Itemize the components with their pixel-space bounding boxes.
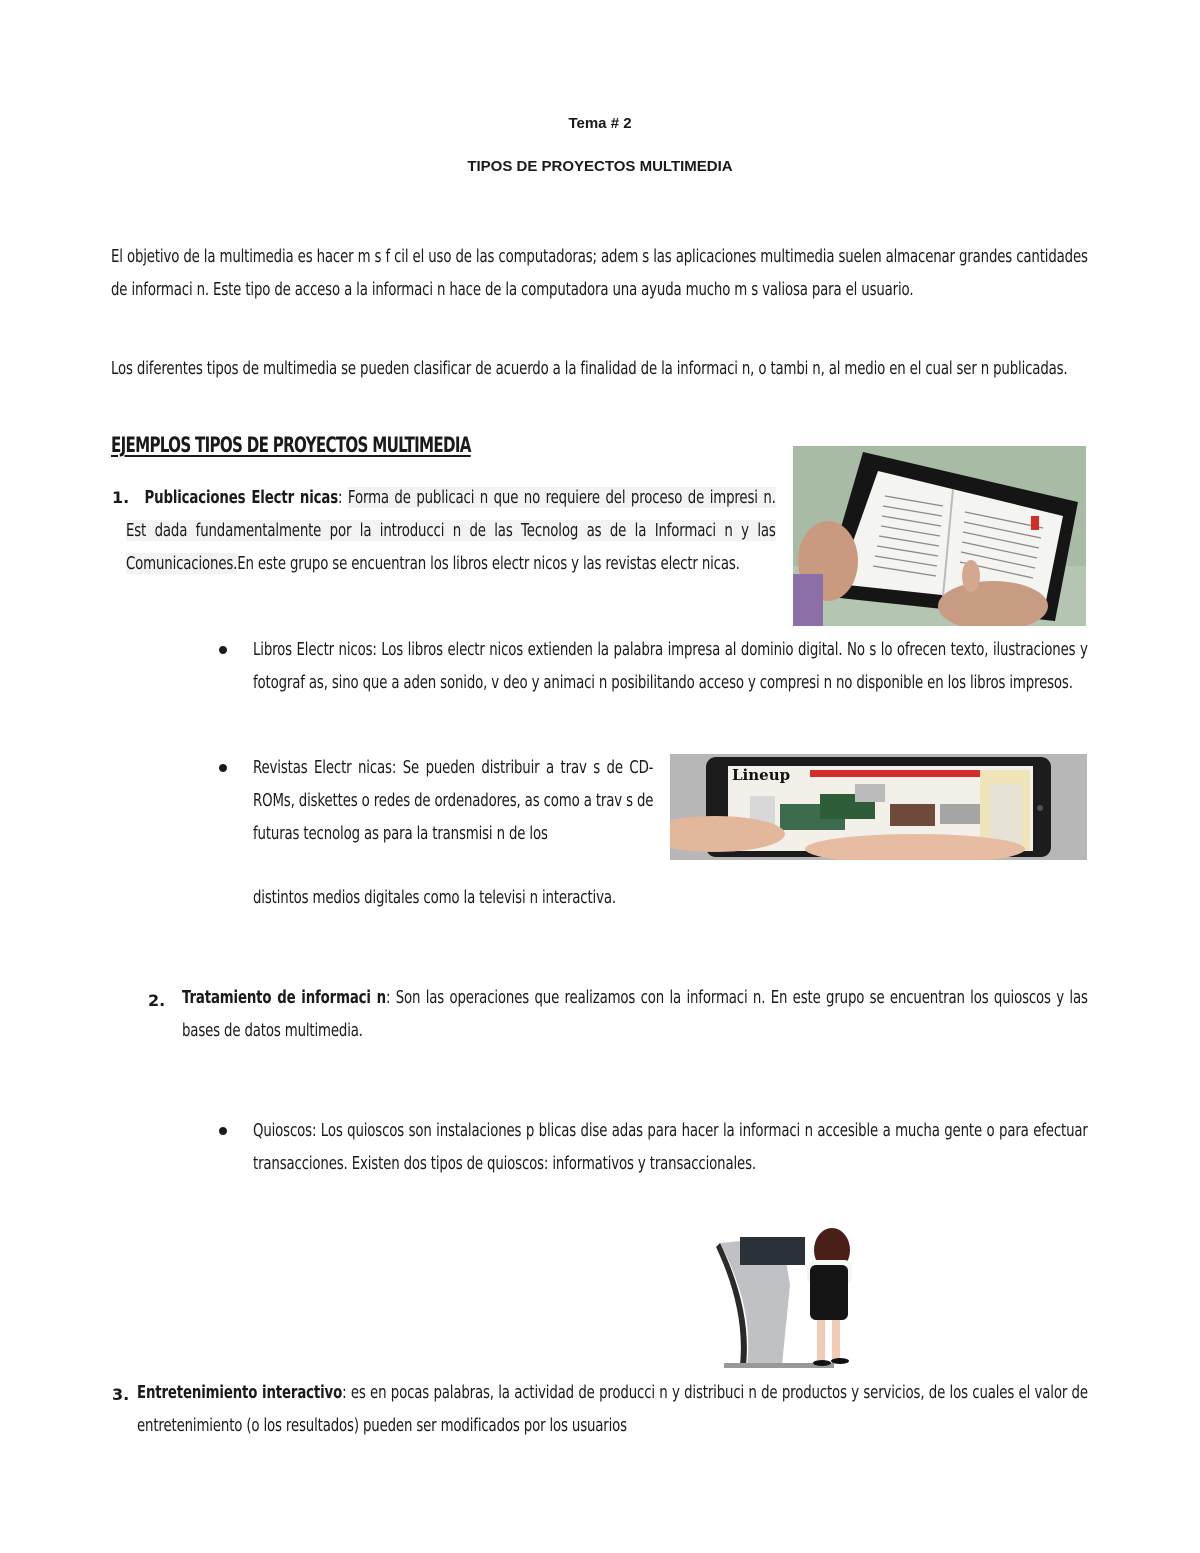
item-title: Tratamiento de informaci n bbox=[182, 987, 386, 1008]
list-item-revistas: Revistas Electr nicas: Se pueden distribuir a trav s de CD-ROMs, diskettes o redes de ordenadores, as como a trav s de futuras tecnolog as para la transmisi n de los bbox=[253, 757, 654, 844]
svg-text:Lineup: Lineup bbox=[732, 766, 791, 784]
page-title: TIPOS DE PROYECTOS MULTIMEDIA bbox=[467, 158, 733, 175]
item-title: Entretenimiento interactivo bbox=[137, 1382, 343, 1403]
list-item-revistas-tail: distintos medios digitales como la televisi n interactiva. bbox=[253, 887, 616, 908]
bullet-icon bbox=[219, 646, 227, 654]
intro-paragraph-2: Los diferentes tipos de multimedia se pueden clasificar de acuerdo a la finalidad de la informaci n, o tambi n, al medio en el cual ser n publicadas. bbox=[111, 358, 1068, 379]
kiosk-illustration bbox=[712, 1225, 872, 1370]
tablet-magazine-illustration bbox=[670, 754, 1087, 860]
item-text: es en pocas palabras, la actividad de producci n y distribuci n de productos y servicios, de los cuales el valor de entretenimiento (o los resultados) pueden ser modificados por los usuarios bbox=[137, 1382, 1088, 1436]
list-number-3: 3. bbox=[112, 1385, 130, 1404]
tablet-ebook-photo bbox=[793, 446, 1086, 626]
bullet-icon bbox=[219, 764, 227, 772]
list-item-entretenimiento: Entretenimiento interactivo: es en pocas palabras, la actividad de producci n y distribuci n de productos y servicios, de los cuales el valor de entretenimiento (o los resultados) pueden ser modificados por los usuarios bbox=[137, 1382, 1088, 1436]
list-item-quioscos: Quioscos: Los quioscos son instalaciones p blicas dise adas para hacer la informaci n accesible a mucha gente o para efectuar transacciones. Existen dos tipos de quioscos: informativos y transaccionales. bbox=[253, 1120, 1088, 1174]
list-item-publicaciones: Publicaciones Electr nicas: Forma de publicaci n que no requiere del proceso de impresi n. Est dada fundamentalmente por la introducci n de las Tecnolog as de la Informaci n y las Comunicaciones.En este grupo se encuentran los libros electr nicos y las revistas electr nicas. bbox=[126, 487, 776, 574]
kiosk-woman-photo bbox=[712, 1225, 872, 1370]
topic-number: Tema # 2 bbox=[568, 115, 632, 132]
list-number-2: 2. bbox=[148, 991, 166, 1010]
list-item-tratamiento: Tratamiento de informaci n: Son las operaciones que realizamos con la informaci n. En este grupo se encuentran los quioscos y las bases de datos multimedia. bbox=[182, 987, 1088, 1041]
tablet-ebook-illustration bbox=[793, 446, 1086, 626]
intro-paragraph-1: El objetivo de la multimedia es hacer m s f cil el uso de las computadoras; adem s las aplicaciones multimedia suelen almacenar grandes cantidades de informaci n. Este tipo de acceso a la informaci n hace de la computadora una ayuda mucho m s valiosa para el usuario. bbox=[111, 246, 1088, 300]
list-item-libros: Libros Electr nicos: Los libros electr nicos extienden la palabra impresa al dominio digital. No s lo ofrecen texto, ilustraciones y fotograf as, sino que a aden sonido, v deo y animaci n posibilitando acceso y compresi n no disponible en los libros impresos. bbox=[253, 639, 1088, 693]
bullet-icon bbox=[219, 1127, 227, 1135]
item-text: Son las operaciones que realizamos con la informaci n. En este grupo se encuentran los quioscos y las bases de datos multimedia. bbox=[182, 987, 1088, 1041]
list-number-1: 1. bbox=[112, 488, 130, 507]
item-title: Publicaciones Electr nicas bbox=[144, 487, 339, 508]
item-text-highlighted: Forma de publicaci n que no requiere del proceso de impresi n. Est dada fundamentalmente por la introducci n de las Tecnolog as de la Informaci n y las Comunicaciones. bbox=[126, 487, 776, 574]
item-text: En este grupo se encuentran los libros electr nicos y las revistas electr nicas. bbox=[237, 553, 740, 574]
examples-heading: EJEMPLOS TIPOS DE PROYECTOS MULTIMEDIA bbox=[111, 433, 471, 457]
tablet-magazine-photo bbox=[670, 754, 1087, 860]
